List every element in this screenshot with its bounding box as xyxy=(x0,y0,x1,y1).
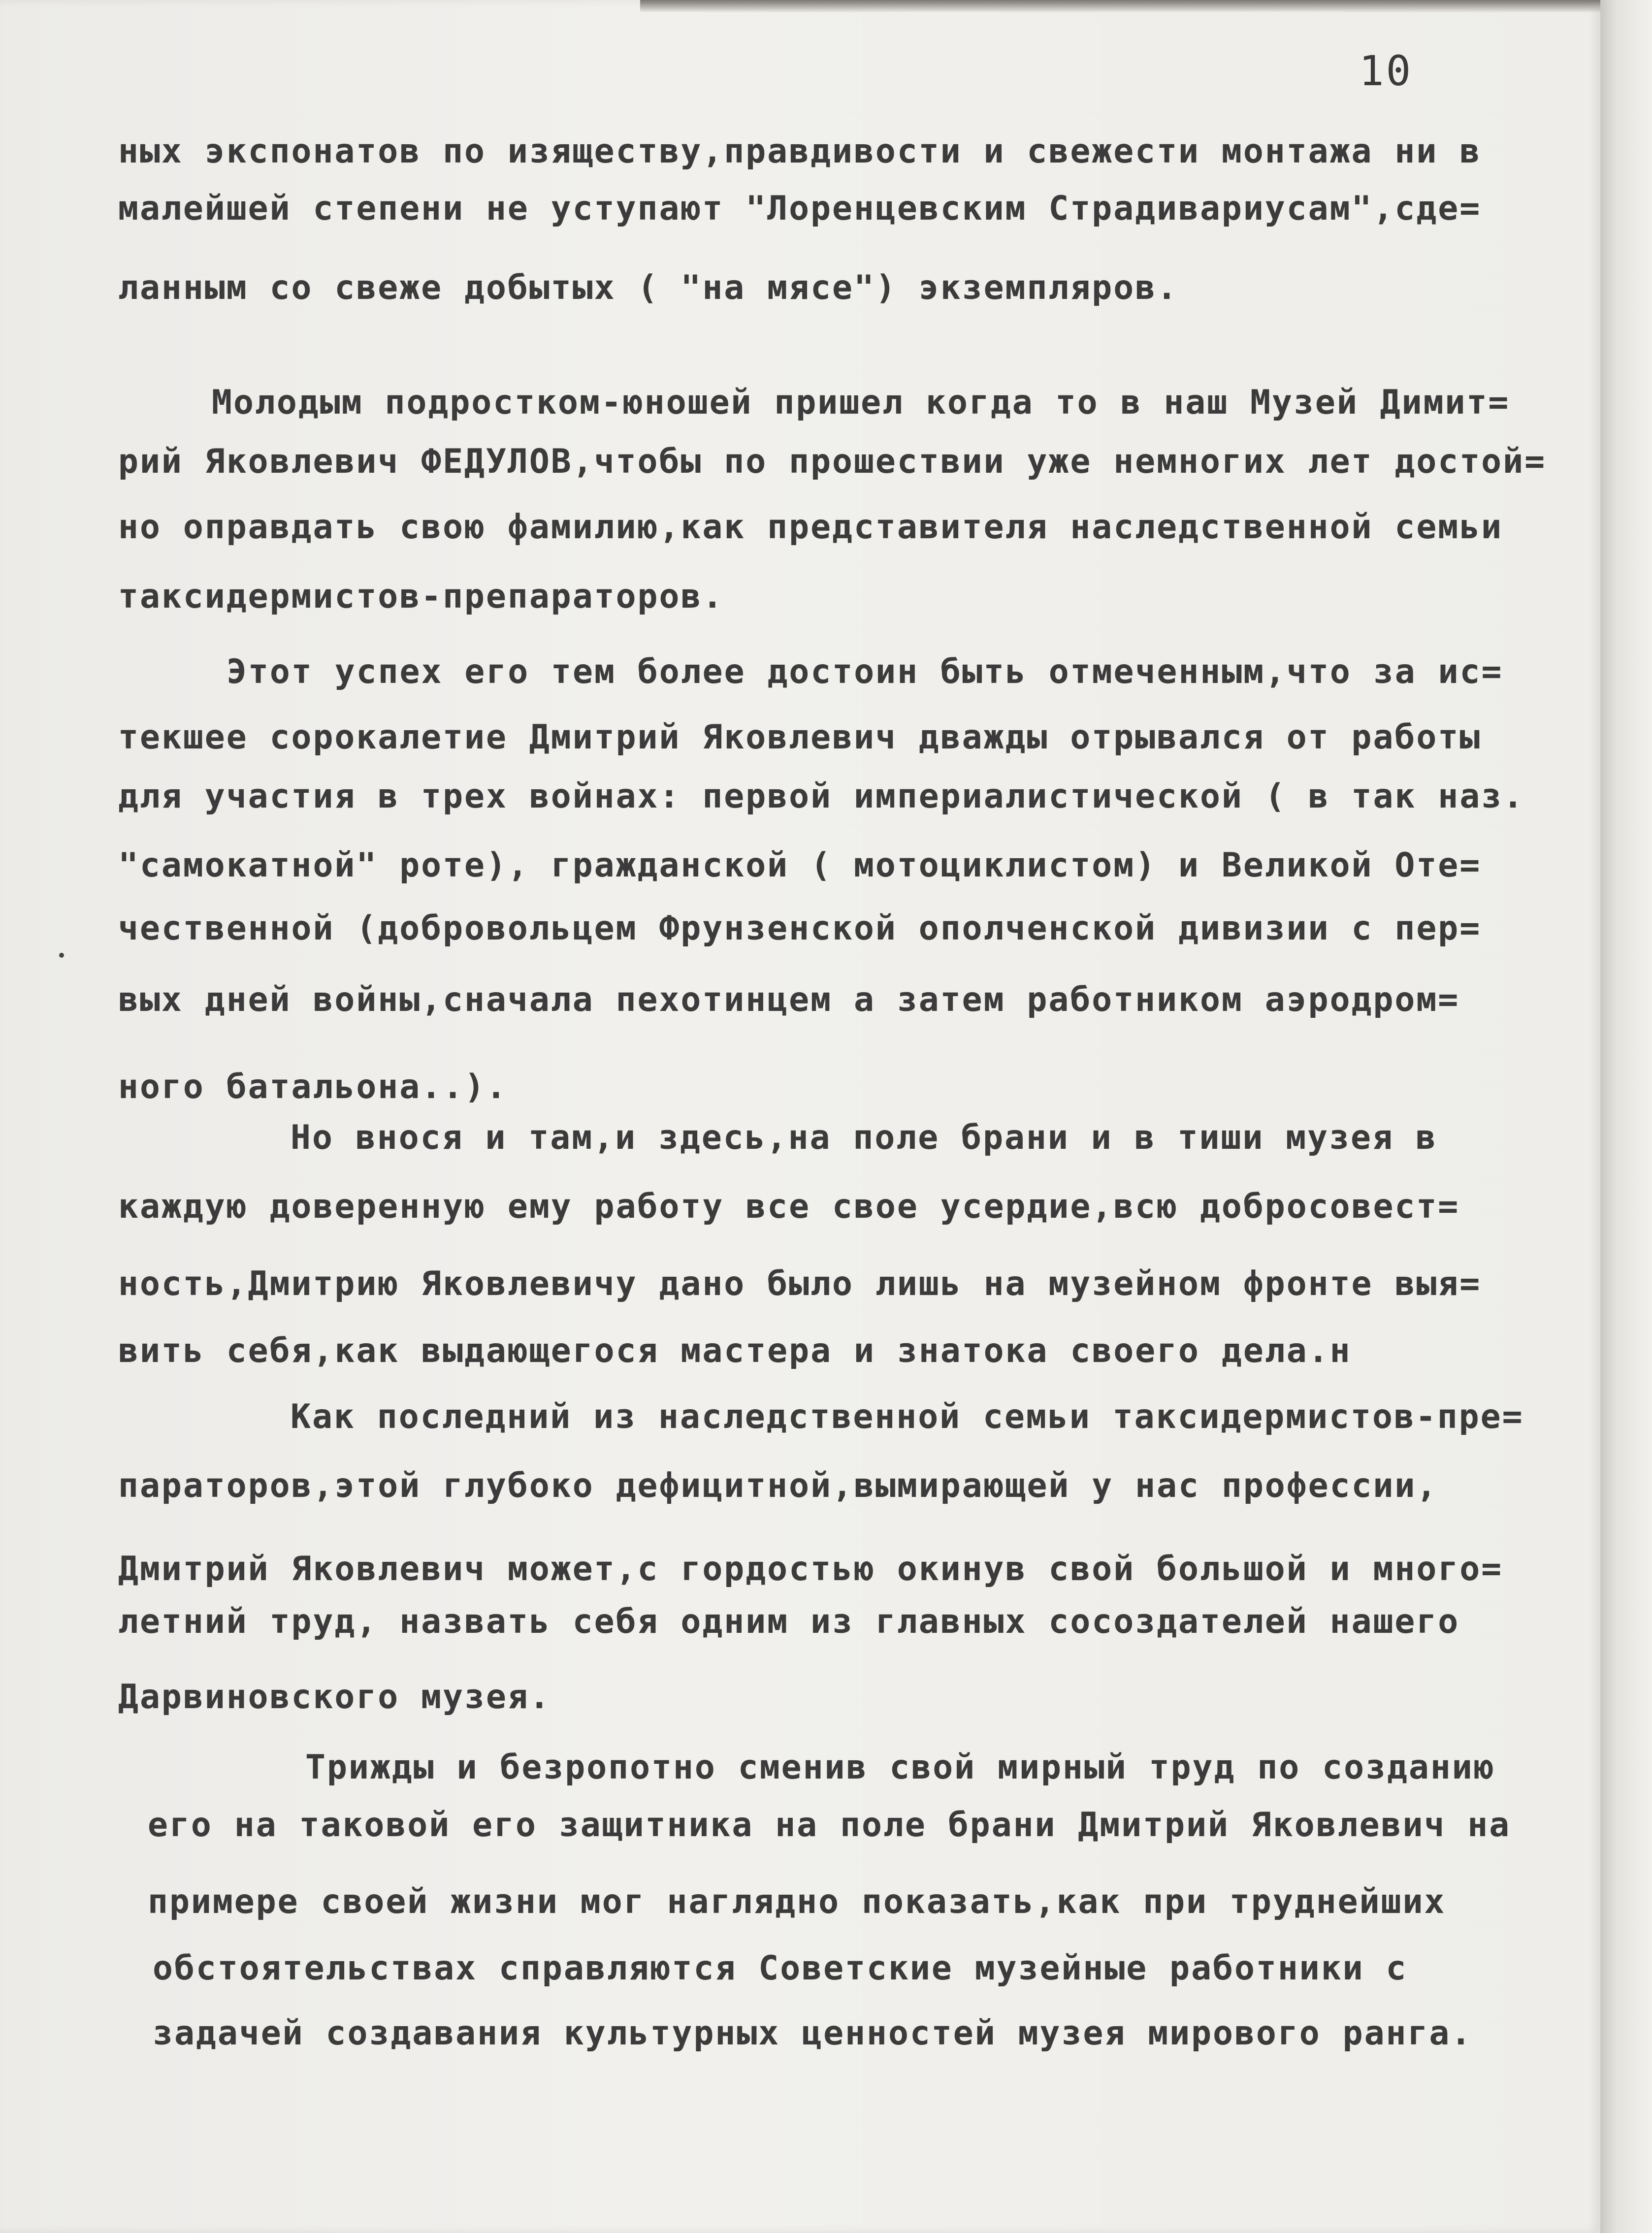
text-line: Как последний из наследственной семьи таксидермистов-пре= xyxy=(291,1397,1524,1436)
ink-speck xyxy=(59,953,64,958)
text-line: вых дней войны,сначала пехотинцем а затем работником аэродром= xyxy=(118,980,1460,1019)
text-line: для участия в трех войнах: первой империалистической ( в так наз. xyxy=(118,777,1525,816)
page-number: 10 xyxy=(1359,47,1413,95)
page-edge xyxy=(1600,0,1652,2233)
text-line: Трижды и безропотно сменив свой мирный труд по созданию xyxy=(305,1748,1495,1787)
text-line: вить себя,как выдающегося мастера и знатока своего дела.н xyxy=(118,1331,1352,1370)
text-line: ного батальона..). xyxy=(118,1068,508,1106)
text-line: чественной (добровольцем Фрунзенской ополченской дивизии с пер= xyxy=(118,909,1482,948)
text-line: ность,Дмитрию Яковлевичу дано было лишь на музейном фронте выя= xyxy=(118,1264,1482,1303)
text-line: Молодым подростком-юношей пришел когда то в наш Музей Димит= xyxy=(212,383,1510,422)
text-line: Этот успех его тем более достоин быть отмеченным,что за ис= xyxy=(227,652,1503,691)
text-line: задачей создавания культурных ценностей музея мирового ранга. xyxy=(153,2014,1473,2053)
text-line: обстоятельствах справляются Советские музейные работники с xyxy=(153,1949,1408,1988)
text-line: его на таковой его защитника на поле брани Дмитрий Яковлевич на xyxy=(148,1806,1511,1845)
text-line: ных экспонатов по изяществу,правдивости и свежести монтажа ни в xyxy=(118,132,1482,171)
text-line: Дарвиновского музея. xyxy=(118,1678,551,1716)
text-line: каждую доверенную ему работу все свое усердие,всю добросовест= xyxy=(118,1187,1460,1226)
text-line: малейшей степени не уступают "Лоренцевским Страдивариусам",сде= xyxy=(118,189,1482,228)
text-line: параторов,этой глубоко дефицитной,вымирающей у нас профессии, xyxy=(118,1466,1438,1505)
text-line: летний труд, назвать себя одним из главных сосоздателей нашего xyxy=(118,1602,1460,1641)
text-line: примере своей жизни мог наглядно показать,как при труднейших xyxy=(148,1882,1446,1921)
text-line: ланным со свеже добытых ( "на мясе") экземпляров. xyxy=(118,268,1179,307)
text-line: рий Яковлевич ФЕДУЛОВ,чтобы по прошествии уже немногих лет достой= xyxy=(118,442,1547,481)
text-line: "самокатной" роте), гражданской ( мотоциклистом) и Великой Оте= xyxy=(118,846,1482,885)
text-line: текшее сорокалетие Дмитрий Яковлевич дважды отрывался от работы xyxy=(118,718,1482,757)
text-line: но оправдать свою фамилию,как представителя наследственной семьи xyxy=(118,508,1503,547)
text-line: Но внося и там,и здесь,на поле брани и в тиши музея в xyxy=(291,1118,1437,1157)
text-line: Дмитрий Яковлевич может,с гордостью окинув свой большой и много= xyxy=(118,1550,1503,1588)
text-line: таксидермистов-препараторов. xyxy=(118,577,724,616)
